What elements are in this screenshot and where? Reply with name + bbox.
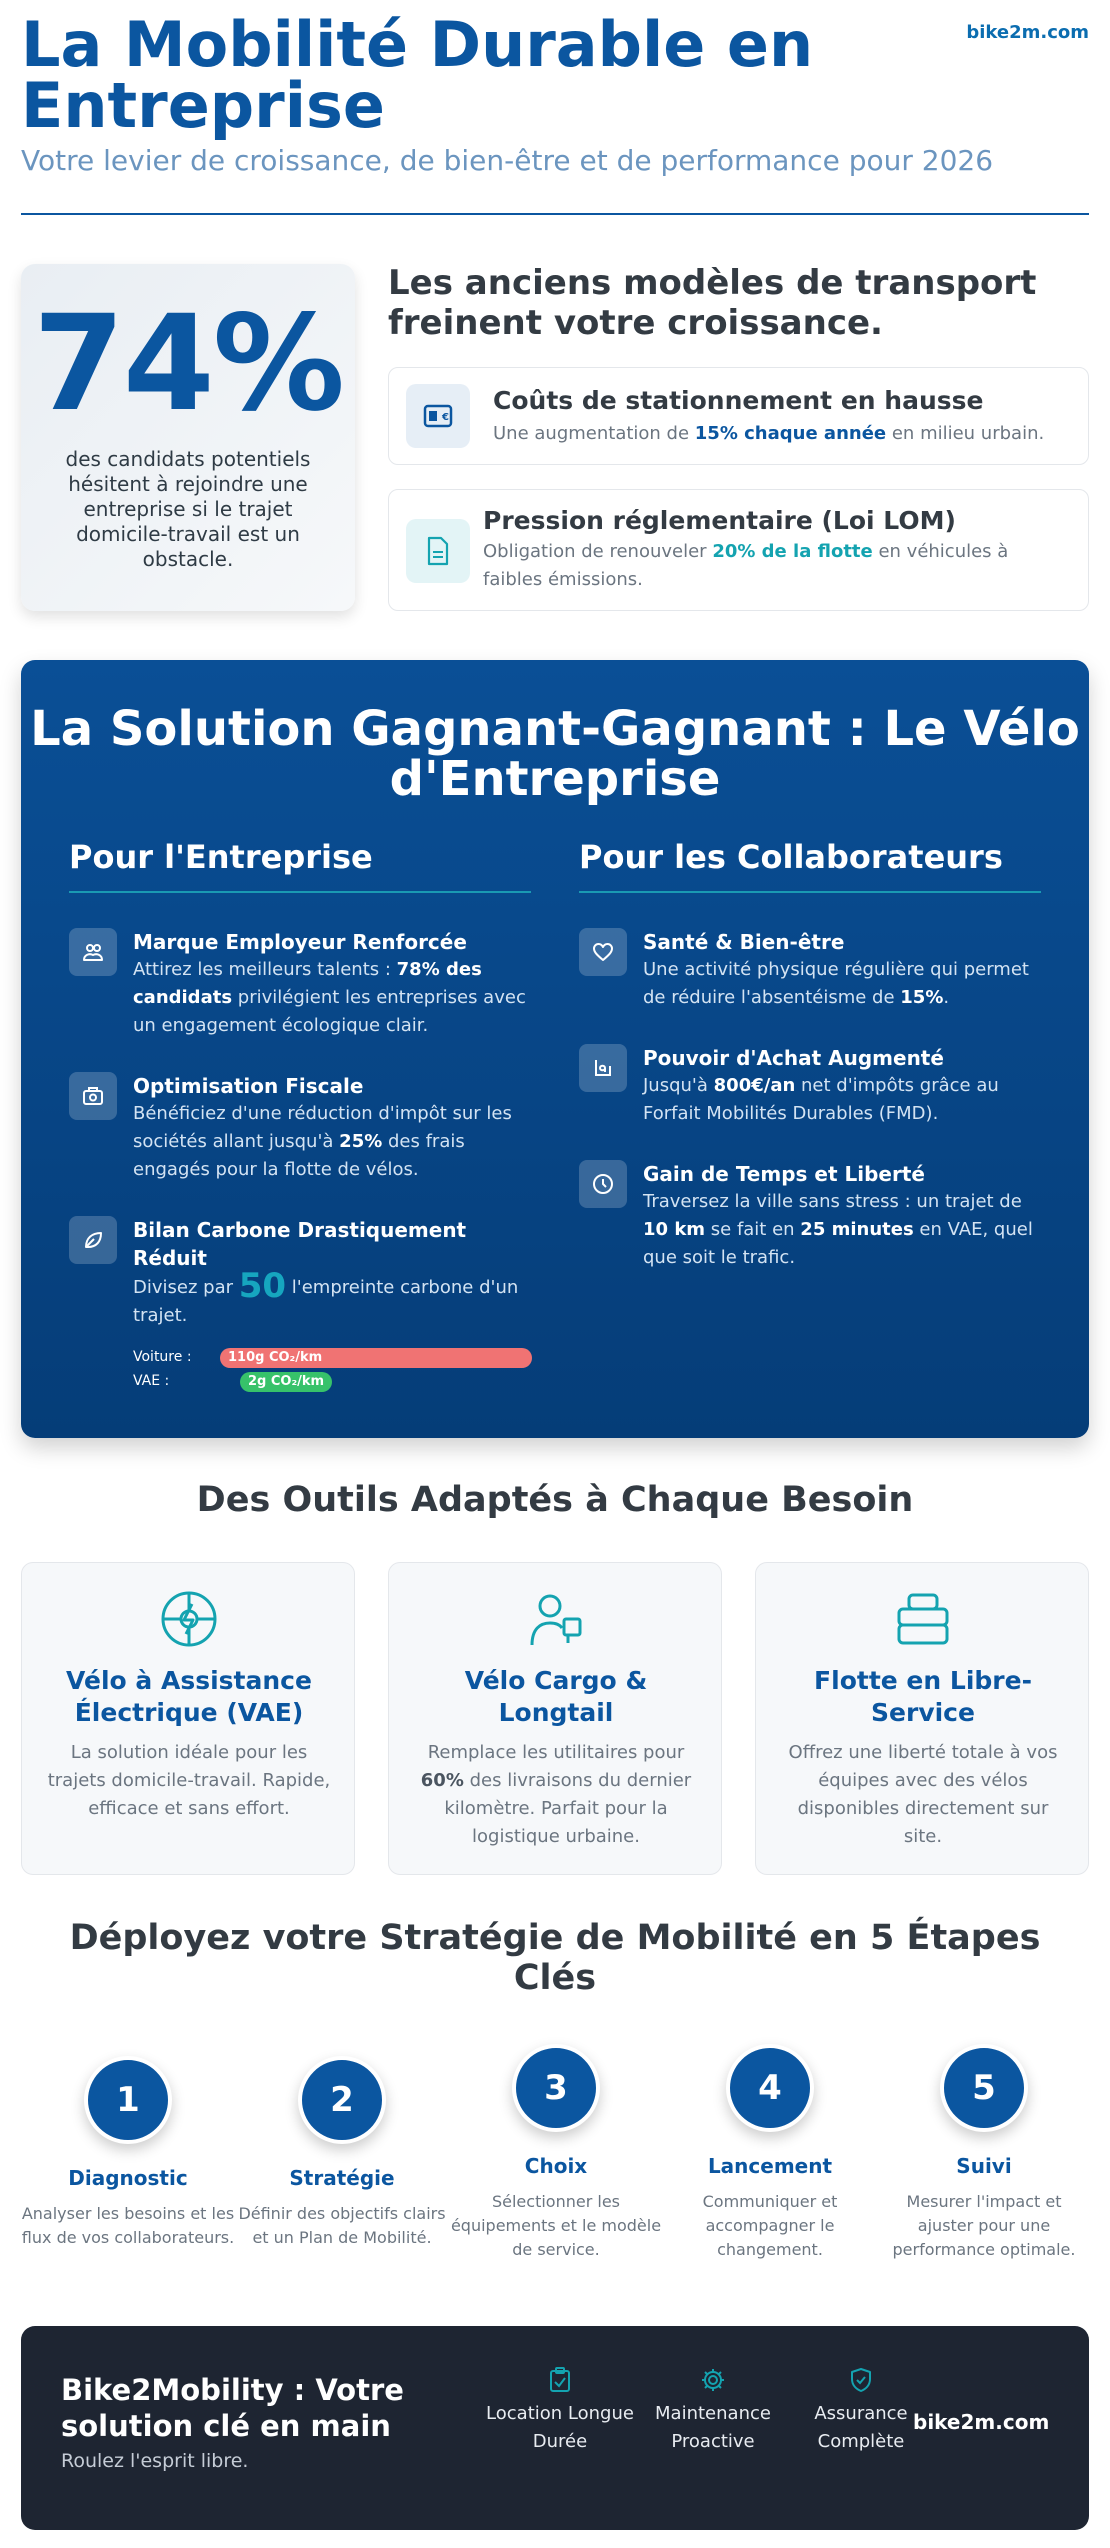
problem-card-parking <box>388 367 1089 465</box>
benefit-title: Marque Employeur Renforcée <box>133 930 467 954</box>
benefit-desc: Traversez la ville sans stress : un trajet de 10 km se fait en 25 minutes en VAE, quel que soit le trafic. <box>643 1191 1033 1268</box>
solution-title: La Solution Gagnant-Gagnant : Le Vélo d'Entreprise <box>30 701 1080 807</box>
problem-title: Coûts de stationnement en hausse <box>493 386 984 415</box>
co2-bar-label: Voiture : <box>133 1349 192 1365</box>
step-title: Suivi <box>956 2154 1012 2178</box>
tool-title: Flotte en Libre-Service <box>814 1666 1032 1727</box>
benefit-desc: Attirez les meilleurs talents : 78% des candidats privilégient les entreprises avec un engagement écologique clair. <box>133 959 526 1036</box>
bolt-wheel-icon <box>159 1589 219 1649</box>
step-desc: Communiquer et accompagner le changement. <box>702 2192 838 2259</box>
tool-desc: La solution idéale pour les trajets domicile-travail. Rapide, efficace et sans effort. <box>47 1742 331 1819</box>
gear-icon <box>699 2366 727 2394</box>
step-number: 3 <box>512 2044 600 2132</box>
carbon-divisor: 50 <box>238 1266 287 1306</box>
step-title: Diagnostic <box>68 2166 188 2190</box>
tool-title: Vélo à Assistance Électrique (VAE) <box>66 1666 312 1727</box>
clipboard-icon <box>546 2366 574 2394</box>
steps-title: Déployez votre Stratégie de Mobilité en 5 Étapes Clés <box>69 1918 1041 1998</box>
footer-service-rental <box>485 2366 635 2456</box>
tool-title: Vélo Cargo & Longtail <box>464 1666 648 1727</box>
benefit-desc: Divisez par 50 l'empreinte carbone d'un trajet. <box>133 1266 519 1326</box>
step-number: 5 <box>940 2044 1028 2132</box>
tool-card-vae <box>21 1562 355 1875</box>
step-desc: Sélectionner les équipements et le modèle de service. <box>450 2192 662 2259</box>
enterprise-column-divider <box>69 891 531 893</box>
tool-card-fleet <box>755 1562 1089 1875</box>
footer-banner <box>21 2326 1089 2530</box>
site-link-footer[interactable]: bike2m.com <box>913 2410 1050 2434</box>
tool-desc: Offrez une liberté totale à vos équipes avec des vélos disponibles directement sur site. <box>788 1742 1058 1847</box>
problem-desc: Une augmentation de 15% chaque année en milieu urbain. <box>493 423 1045 444</box>
co2-bar-row-car <box>133 1348 533 1368</box>
step-number: 2 <box>298 2056 386 2144</box>
footer-service-maintenance <box>638 2366 788 2456</box>
problem-desc: Obligation de renouveler 20% de la flotte en véhicules à faibles émissions. <box>483 541 1009 590</box>
co2-bar-bike: 2g CO₂/km <box>240 1372 332 1392</box>
parking-icon <box>406 384 470 448</box>
problem-card-regulation <box>388 489 1089 611</box>
benefit-title: Bilan Carbone Drastiquement Réduit <box>133 1218 467 1270</box>
heart-icon <box>579 928 627 976</box>
co2-bar-row-bike <box>133 1372 533 1392</box>
site-link-top[interactable]: bike2m.com <box>966 22 1089 43</box>
stat-text: des candidats potentiels hésitent à rejoindre une entreprise si le trajet domicile-travail est un obstacle. <box>65 447 311 571</box>
wallet-icon <box>579 1044 627 1092</box>
benefit-title: Pouvoir d'Achat Augmenté <box>643 1046 944 1070</box>
cargo-icon <box>526 1589 586 1649</box>
step-desc: Analyser les besoins et les flux de vos collaborateurs. <box>21 2204 235 2247</box>
benefit-title: Santé & Bien-être <box>643 930 845 954</box>
footer-service-label: Maintenance Proactive <box>655 2403 771 2452</box>
benefit-title: Gain de Temps et Liberté <box>643 1162 925 1186</box>
document-icon <box>406 519 470 583</box>
benefit-title: Optimisation Fiscale <box>133 1074 364 1098</box>
collaborators-column-title: Pour les Collaborateurs <box>579 838 1003 876</box>
step-title: Choix <box>524 2154 588 2178</box>
benefit-desc: Bénéficiez d'une réduction d'impôt sur les sociétés allant jusqu'à 25% des frais engagés pour la flotte de vélos. <box>133 1103 512 1180</box>
svg-text:€: € <box>442 412 449 423</box>
step-title: Stratégie <box>289 2166 395 2190</box>
footer-slogan: Roulez l'esprit libre. <box>61 2450 249 2472</box>
tax-icon <box>69 1072 117 1120</box>
footer-service-label: Location Longue Durée <box>486 2403 634 2452</box>
step-desc: Mesurer l'impact et ajuster pour une performance optimale. <box>892 2192 1076 2259</box>
stat-value: 74% <box>33 287 343 441</box>
solution-panel <box>21 660 1089 1438</box>
stat-card <box>21 264 355 611</box>
footer-service-label: Assurance Complète <box>814 2403 908 2452</box>
step-number: 4 <box>726 2044 814 2132</box>
benefit-desc: Jusqu'à 800€/an net d'impôts grâce au Forfait Mobilités Durables (FMD). <box>643 1075 999 1124</box>
tool-card-cargo <box>388 1562 722 1875</box>
enterprise-column-title: Pour l'Entreprise <box>69 838 373 876</box>
header-divider <box>21 213 1089 215</box>
shield-check-icon <box>847 2366 875 2394</box>
collaborators-column-divider <box>579 891 1041 893</box>
co2-bar-car: 110g CO₂/km <box>220 1348 532 1368</box>
tools-title: Des Outils Adaptés à Chaque Besoin <box>196 1480 914 1520</box>
problem-title: Pression réglementaire (Loi LOM) <box>483 506 956 535</box>
employer-brand-icon <box>69 928 117 976</box>
clock-icon <box>579 1160 627 1208</box>
step-title: Lancement <box>707 2154 833 2178</box>
page-subtitle: Votre levier de croissance, de bien-être et de performance pour 2026 <box>21 144 994 177</box>
benefit-desc: Une activité physique régulière qui permet de réduire l'absentéisme de 15%. <box>643 959 1029 1008</box>
co2-bar-label: VAE : <box>133 1373 170 1389</box>
leaf-icon <box>69 1216 117 1264</box>
fleet-icon <box>893 1589 953 1649</box>
footer-title: Bike2Mobility : Votre solution clé en main <box>61 2373 404 2443</box>
step-desc: Définir des objectifs clairs et un Plan de Mobilité. <box>238 2204 446 2247</box>
problems-title: Les anciens modèles de transport freinent votre croissance. <box>388 263 1037 343</box>
step-number: 1 <box>84 2056 172 2144</box>
tool-desc: Remplace les utilitaires pour 60% des livraisons du dernier kilomètre. Parfait pour la logistique urbaine. <box>420 1742 692 1847</box>
page-title: La Mobilité Durable en Entreprise <box>21 8 814 142</box>
